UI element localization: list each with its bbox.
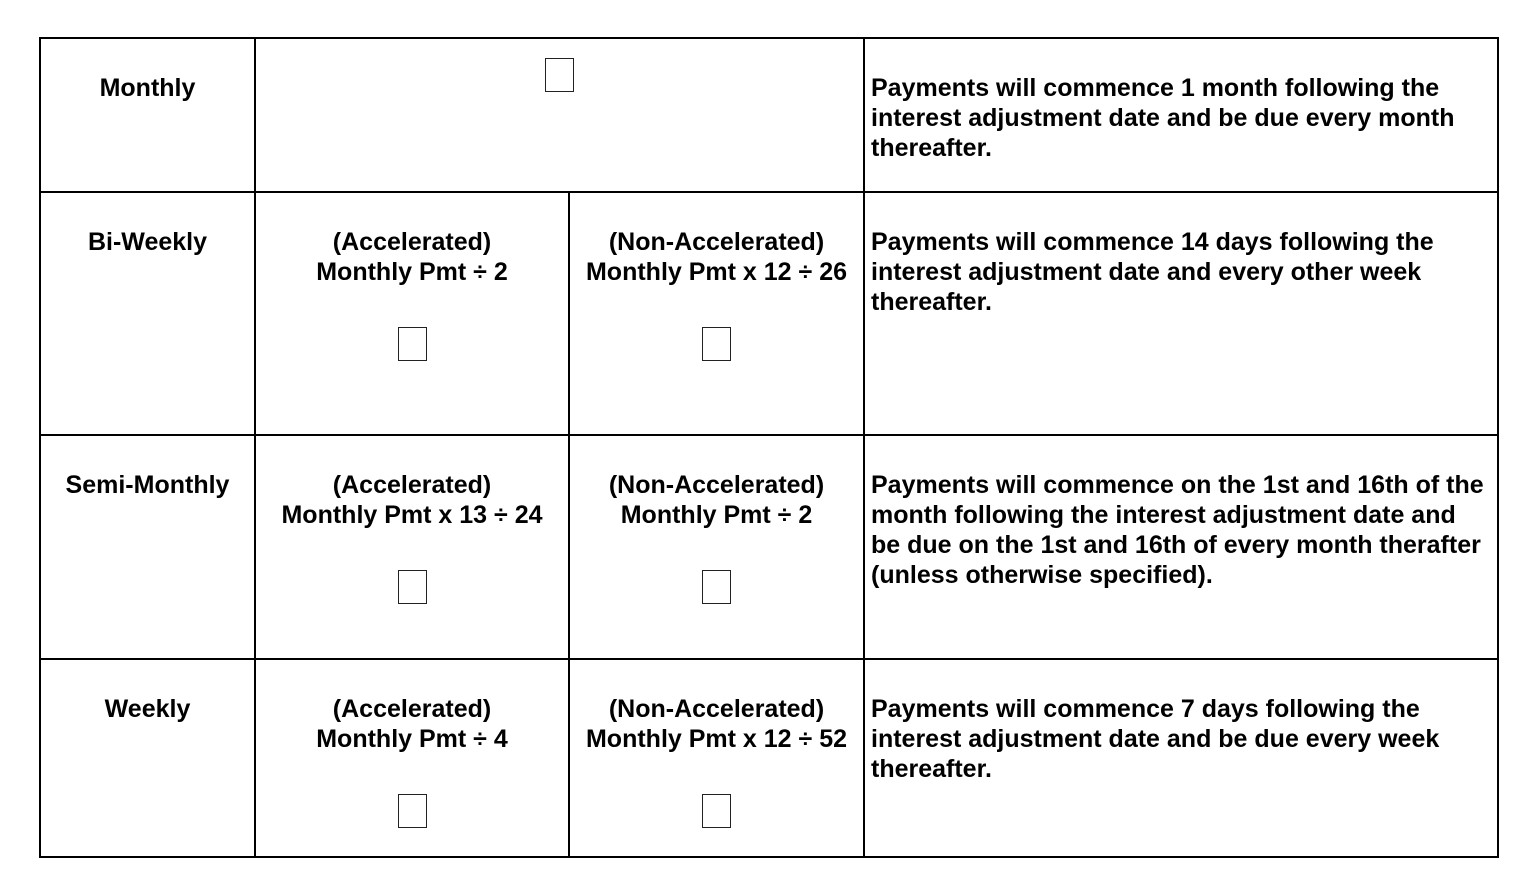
frequency-label-monthly: Monthly: [40, 38, 255, 192]
weekly-non-accelerated-cell: [569, 659, 864, 857]
row-weekly: [40, 659, 1498, 857]
row-monthly: [40, 38, 1498, 192]
weekly-accelerated-cell: [255, 659, 569, 857]
non-accelerated-formula: Monthly Pmt x 12 ÷ 52: [585, 725, 847, 753]
non-accelerated-formula: Monthly Pmt ÷ 2: [620, 501, 813, 529]
semi-monthly-non-accelerated-cell: [569, 435, 864, 659]
monthly-option-cell: [255, 38, 864, 192]
accelerated-label: (Accelerated): [332, 228, 492, 256]
non-accelerated-label: (Non-Accelerated): [608, 228, 825, 256]
weekly-non-accelerated-checkbox[interactable]: [702, 794, 731, 828]
accelerated-formula: Monthly Pmt ÷ 2: [316, 258, 508, 286]
bi-weekly-accelerated-cell: [255, 192, 569, 435]
frequency-label-semi-monthly: Semi-Monthly: [40, 435, 255, 659]
row-bi-weekly: [40, 192, 1498, 435]
non-accelerated-label: (Non-Accelerated): [608, 695, 825, 723]
description-monthly: Payments will commence 1 month following the interest adjustment date and be due every month thereafter.: [864, 38, 1498, 192]
accelerated-label: (Accelerated): [332, 695, 492, 723]
frequency-label-bi-weekly: Bi-Weekly: [40, 192, 255, 435]
description-bi-weekly: Payments will commence 14 days following the interest adjustment date and every other week thereafter.: [864, 192, 1498, 435]
frequency-label-weekly: Weekly: [40, 659, 255, 857]
description-semi-monthly: Payments will commence on the 1st and 16th of the month following the interest adjustment date and be due on the 1st and 16th of every month therafter (unless otherwise specified).: [864, 435, 1498, 659]
description-weekly: Payments will commence 7 days following the interest adjustment date and be due every week thereafter.: [864, 659, 1498, 857]
accelerated-formula: Monthly Pmt ÷ 4: [316, 725, 508, 753]
accelerated-label: (Accelerated): [332, 471, 492, 499]
monthly-checkbox[interactable]: [545, 58, 574, 92]
bi-weekly-non-accelerated-checkbox[interactable]: [702, 327, 731, 361]
non-accelerated-formula: Monthly Pmt x 12 ÷ 26: [585, 258, 847, 286]
accelerated-formula: Monthly Pmt x 13 ÷ 24: [281, 501, 543, 529]
weekly-accelerated-checkbox[interactable]: [398, 794, 427, 828]
bi-weekly-non-accelerated-cell: [569, 192, 864, 435]
non-accelerated-label: (Non-Accelerated): [608, 471, 825, 499]
semi-monthly-accelerated-cell: [255, 435, 569, 659]
semi-monthly-non-accelerated-checkbox[interactable]: [702, 570, 731, 604]
payment-frequency-table: [39, 37, 1499, 858]
row-semi-monthly: [40, 435, 1498, 659]
semi-monthly-accelerated-checkbox[interactable]: [398, 570, 427, 604]
bi-weekly-accelerated-checkbox[interactable]: [398, 327, 427, 361]
